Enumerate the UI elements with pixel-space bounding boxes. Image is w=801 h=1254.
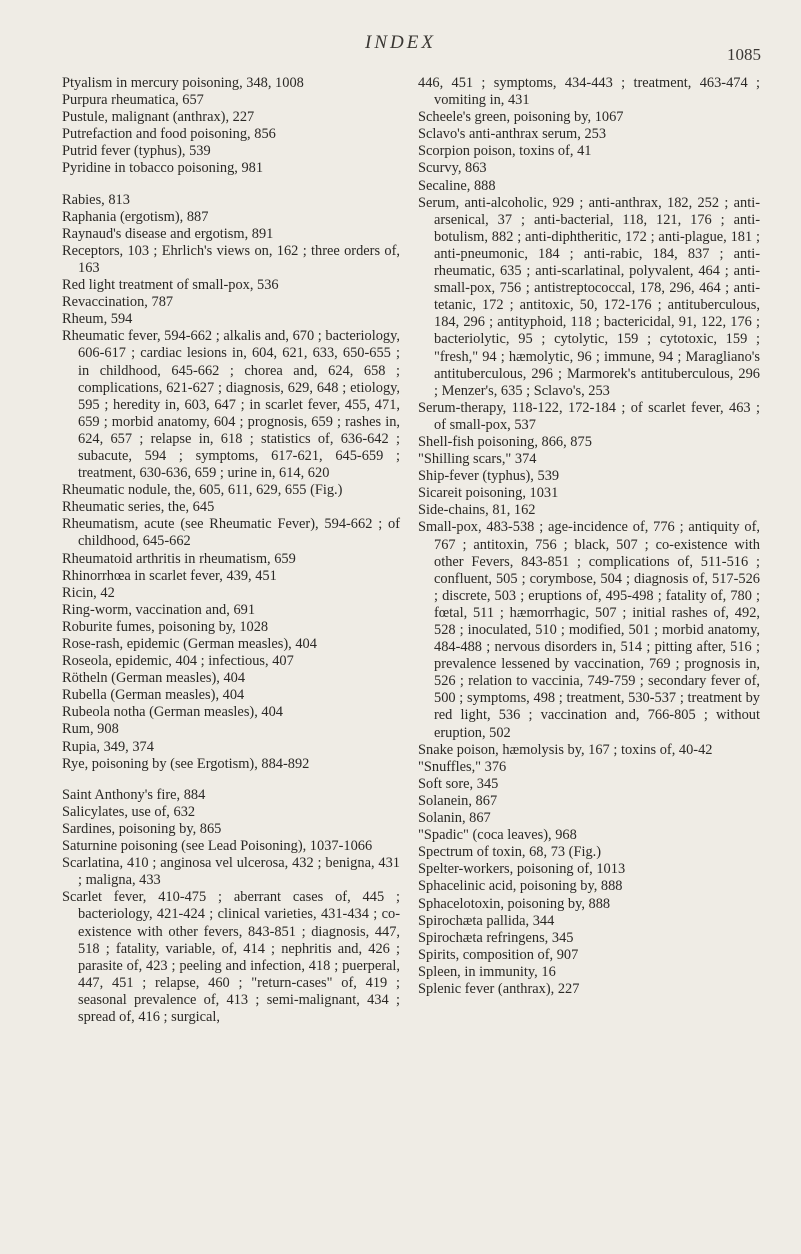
index-entry: Serum-therapy, 118-122, 172-184 ; of scarlet fever, 463 ; of small-pox, 537 [418, 399, 760, 433]
index-entry: Pustule, malignant (anthrax), 227 [62, 109, 255, 126]
index-entry: Spirits, composition of, 907 [418, 946, 579, 963]
index-entry: Spirochæta pallida, 344 [418, 912, 555, 929]
index-entry: Rhinorrhœa in scarlet fever, 439, 451 [62, 567, 277, 584]
index-entry: "Snuffles," 376 [418, 758, 507, 775]
index-entry: Spectrum of toxin, 68, 73 (Fig.) [418, 844, 602, 861]
index-entry: Spelter-workers, poisoning of, 1013 [418, 861, 626, 878]
index-entry: Roburite fumes, poisoning by, 1028 [62, 618, 269, 635]
index-entry: Rheumatic fever, 594-662 ; alkalis and, 670 ; bacteriology, 606-617 ; cardiac lesions in, 604, 621, 633, 650-655 ; in childhood, 645-662 ; chorea and, 624, 658 ; complications, 621-627 ; diagnosis, 629, 648 ; etiology, 595 ; heredity in, 603, 647 ; in scarlet fever, 455, 471, 659 ; morbid anatomy, 604 ; prognosis, 659 ; rashes in, 624, 657 ; relapse in, 618 ; statistics of, 636-642 ; subacute, 594 ; symptoms, 617-621, 645-659 ; treatment, 630-636, 659 ; urine in, 614, 620 [62, 328, 400, 482]
index-entry: Rabies, 813 [62, 191, 130, 208]
index-entry: Roseola, epidemic, 404 ; infectious, 407 [62, 653, 294, 670]
index-entry: Rötheln (German measles), 404 [62, 670, 246, 687]
index-entry: Ring-worm, vaccination and, 691 [62, 601, 256, 618]
index-entry: Raynaud's disease and ergotism, 891 [62, 225, 274, 242]
index-entry: Soft sore, 345 [418, 775, 499, 792]
letter-section-gap [62, 773, 400, 787]
index-entry: Pyridine in tobacco poisoning, 981 [62, 160, 264, 177]
index-entry: Spirochæta refringens, 345 [418, 929, 574, 946]
index-entry: 446, 451 ; symptoms, 434-443 ; treatment, 463-474 ; vomiting in, 431 [418, 75, 760, 109]
index-entry: Sclavo's anti-anthrax serum, 253 [418, 126, 607, 143]
index-entry: Revaccination, 787 [62, 294, 174, 311]
index-entry: Sphacelinic acid, poisoning by, 888 [418, 878, 623, 895]
index-entry: Rose-rash, epidemic (German measles), 404 [62, 636, 317, 652]
index-entry: Ricin, 42 [62, 584, 115, 601]
index-entry: Raphania (ergotism), 887 [62, 208, 209, 225]
index-entry: Salicylates, use of, 632 [62, 803, 196, 820]
index-entry: Purpura rheumatica, 657 [62, 92, 204, 109]
index-entry: "Spadic" (coca leaves), 968 [418, 827, 577, 844]
index-entry: Ship-fever (typhus), 539 [418, 468, 560, 485]
index-entry: Rheum, 594 [62, 311, 133, 328]
index-entry: Rheumatic series, the, 645 [62, 499, 215, 516]
index-entry: Scurvy, 863 [418, 160, 487, 177]
index-entry: Rubeola notha (German measles), 404 [62, 704, 283, 721]
index-entry: Saturnine poisoning (see Lead Poisoning), 1037-1066 [62, 838, 373, 855]
page-number: 1085 [727, 45, 761, 64]
index-entry: Sicareit poisoning, 1031 [418, 485, 559, 502]
index-entry: Sardines, poisoning by, 865 [62, 820, 222, 837]
index-entry: Red light treatment of small-pox, 536 [62, 277, 279, 294]
index-entry: Putrefaction and food poisoning, 856 [62, 126, 276, 143]
index-entry: Rye, poisoning by (see Ergotism), 884-892 [62, 755, 310, 772]
index-entry: Splenic fever (anthrax), 227 [418, 980, 580, 997]
index-entry: Snake poison, hæmolysis by, 167 ; toxins of, 40-42 [418, 741, 713, 758]
index-entry: Serum, anti-alcoholic, 929 ; anti-anthrax, 182, 252 ; anti-arsenical, 37 ; anti-bacterial, 118, 121, 176 ; anti-botulism, 882 ; anti-diphtheritic, 172 ; anti-plague, 181 ; anti-pneumonic, 184 ; anti-rabic, 184, 837 ; anti-rheumatic, 635 ; anti-scarlatinal, polyvalent, 464 ; anti-small-pox, 756 ; antistreptococcal, 178, 296, 464 ; anti-tetanic, 172 ; antitoxic, 50, 172-176 ; antituberculous, 184, 296 ; antityphoid, 118 ; bactericidal, 91, 122, 176 ; bacteriolytic, 95 ; cytolytic, 159 ; cytotoxic, 159 ; "fresh," 94 ; hæmolytic, 96 ; immune, 94 ; Maragliano's antituberculous, 296 ; Marmorek's antituberculous, 296 ; Menzer's, 635 ; Sclavo's, 253 [418, 194, 760, 399]
index-entry: Rheumatoid arthritis in rheumatism, 659 [62, 550, 296, 567]
index-entry: Side-chains, 81, 162 [418, 502, 536, 519]
index-entry: Ptyalism in mercury poisoning, 348, 1008 [62, 75, 304, 91]
index-entry: Receptors, 103 ; Ehrlich's views on, 162 ; three orders of, 163 [62, 242, 400, 276]
index-entry: Small-pox, 483-538 ; age-incidence of, 776 ; antiquity of, 767 ; antitoxin, 756 ; black, 507 ; co-existence with other Fevers, 843-851 ; complications of, 511-516 ; confluent, 505 ; corymbose, 504 ; diagnosis of, 517-526 ; discrete, 503 ; eruptions of, 495-498 ; fatality of, 780 ; fœtal, 511 ; hæmorrhagic, 507 ; initial rashes of, 492, 528 ; inoculated, 510 ; modified, 501 ; morbid anatomy, 484-488 ; nervous disorders in, 514 ; pitting after, 516 ; prevalence lessened by vaccination, 769 ; prognosis in, 526 ; relation to vaccinia, 749-759 ; secondary fever of, 500 ; symptoms, 498 ; treatment, 530-537 ; treatment by red light, 536 ; vaccination and, 766-805 ; without eruption, 502 [418, 519, 760, 741]
index-entry: Rupia, 349, 374 [62, 738, 154, 755]
index-entry: Scarlatina, 410 ; anginosa vel ulcerosa, 432 ; benigna, 431 ; maligna, 433 [62, 855, 400, 889]
letter-section-gap [62, 178, 400, 192]
running-head: INDEX [365, 32, 436, 53]
index-entry: Sphacelotoxin, poisoning by, 888 [418, 895, 611, 912]
index-column-left [62, 75, 400, 1026]
index-entry: Scheele's green, poisoning by, 1067 [418, 109, 624, 126]
index-entry: Rum, 908 [62, 721, 119, 738]
index-entry: Rubella (German measles), 404 [62, 687, 245, 704]
index-entry: Shell-fish poisoning, 866, 875 [418, 433, 592, 450]
index-entry: Spleen, in immunity, 16 [418, 963, 556, 980]
index-entry: Secaline, 888 [418, 177, 496, 194]
index-entry: Solanin, 867 [418, 810, 491, 827]
index-entry: Scarlet fever, 410-475 ; aberrant cases of, 445 ; bacteriology, 421-424 ; clinical varieties, 431-434 ; co-existence with other fevers, 843-851 ; diagnosis, 447, 518 ; fatality, variable, of, 414 ; nephritis and, 426 ; parasite of, 423 ; peeling and infection, 418 ; puerperal, 447, 451 ; relapse, 460 ; "return-cases" of, 419 ; seasonal prevalence of, 413 ; semi-malignant, 434 ; spread of, 416 ; surgical, [62, 889, 400, 1025]
index-entry: "Shilling scars," 374 [418, 451, 537, 468]
index-column-right [418, 75, 760, 998]
index-entry: Saint Anthony's fire, 884 [62, 786, 206, 803]
index-entry: Solanein, 867 [418, 792, 498, 809]
index-entry: Rheumatism, acute (see Rheumatic Fever), 594-662 ; of childhood, 645-662 [62, 516, 400, 550]
index-entry: Rheumatic nodule, the, 605, 611, 629, 655 (Fig.) [62, 482, 343, 499]
index-entry: Putrid fever (typhus), 539 [62, 143, 211, 160]
index-entry: Scorpion poison, toxins of, 41 [418, 143, 592, 160]
